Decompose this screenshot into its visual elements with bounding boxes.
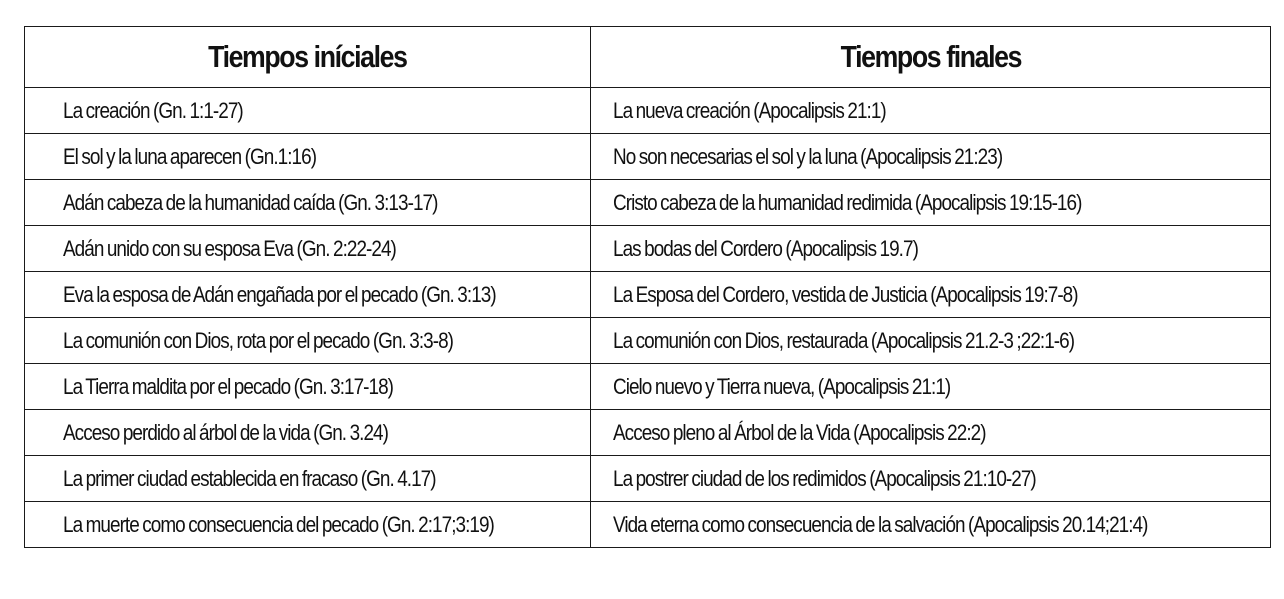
table-cell-final <box>591 88 1271 134</box>
cell-text: La creación (Gn. 1:1-27) <box>63 97 243 123</box>
table-row <box>25 364 1271 410</box>
table-cell-inicial <box>25 318 591 364</box>
table-cell-final <box>591 134 1271 180</box>
cell-text: La Esposa del Cordero, vestida de Justicia (Apocalipsis 19:7-8) <box>613 281 1078 307</box>
table-cell-final <box>591 410 1271 456</box>
cell-text: La nueva creación (Apocalipsis 21:1) <box>613 97 886 123</box>
cell-text: La muerte como consecuencia del pecado (Gn. 2:17;3:19) <box>63 511 494 537</box>
cell-text: La comunión con Dios, restaurada (Apocalipsis 21.2-3 ;22:1-6) <box>613 327 1075 353</box>
table-row <box>25 226 1271 272</box>
table-row <box>25 272 1271 318</box>
column-header-tiempos-finales <box>591 27 1271 88</box>
table-cell-inicial <box>25 134 591 180</box>
table-cell-inicial <box>25 88 591 134</box>
table-row <box>25 502 1271 548</box>
table-cell-inicial <box>25 456 591 502</box>
cell-text: La Tierra maldita por el pecado (Gn. 3:17-18) <box>63 373 394 399</box>
table-cell-final <box>591 226 1271 272</box>
cell-text: Adán unido con su esposa Eva (Gn. 2:22-24) <box>63 235 396 261</box>
cell-text: Cielo nuevo y Tierra nueva, (Apocalipsis 21:1) <box>613 373 951 399</box>
cell-text: Acceso pleno al Árbol de la Vida (Apocalipsis 22:2) <box>613 419 986 445</box>
cell-text: Adán cabeza de la humanidad caída (Gn. 3:13-17) <box>63 189 438 215</box>
table-cell-inicial <box>25 272 591 318</box>
table-row <box>25 134 1271 180</box>
table-header-row <box>25 27 1271 88</box>
column-header-label: Tiempos iníciales <box>208 39 407 74</box>
table-cell-final <box>591 272 1271 318</box>
cell-text: Vida eterna como consecuencia de la salvación (Apocalipsis 20.14;21:4) <box>613 511 1148 537</box>
table-cell-final <box>591 180 1271 226</box>
table-cell-final <box>591 456 1271 502</box>
table-cell-inicial <box>25 410 591 456</box>
cell-text: La primer ciudad establecida en fracaso (Gn. 4.17) <box>63 465 436 491</box>
table-row <box>25 88 1271 134</box>
cell-text: El sol y la luna aparecen (Gn.1:16) <box>63 143 317 169</box>
table-cell-inicial <box>25 364 591 410</box>
column-header-label: Tiempos finales <box>840 39 1021 74</box>
cell-text: No son necesarias el sol y la luna (Apocalipsis 21:23) <box>613 143 1003 169</box>
cell-text: Acceso perdido al árbol de la vida (Gn. 3.24) <box>63 419 388 445</box>
comparison-table <box>24 26 1271 548</box>
cell-text: Cristo cabeza de la humanidad redimida (Apocalipsis 19:15-16) <box>613 189 1082 215</box>
column-header-tiempos-iniciales <box>25 27 591 88</box>
table-cell-final <box>591 502 1271 548</box>
cell-text: La postrer ciudad de los redimidos (Apocalipsis 21:10-27) <box>613 465 1036 491</box>
table-row <box>25 410 1271 456</box>
table-cell-final <box>591 318 1271 364</box>
table-row <box>25 180 1271 226</box>
table-cell-inicial <box>25 180 591 226</box>
table-cell-inicial <box>25 226 591 272</box>
table-cell-inicial <box>25 502 591 548</box>
cell-text: Las bodas del Cordero (Apocalipsis 19.7) <box>613 235 918 261</box>
table-cell-final <box>591 364 1271 410</box>
cell-text: La comunión con Dios, rota por el pecado (Gn. 3:3-8) <box>63 327 454 353</box>
cell-text: Eva la esposa de Adán engañada por el pecado (Gn. 3:13) <box>63 281 496 307</box>
table-row <box>25 456 1271 502</box>
table-row <box>25 318 1271 364</box>
